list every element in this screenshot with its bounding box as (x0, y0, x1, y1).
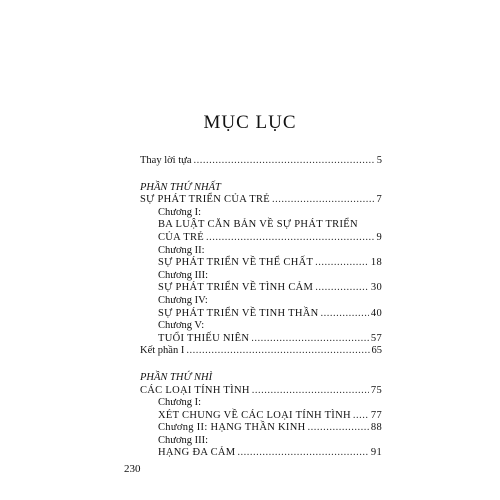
toc-page-number: 40 (370, 307, 382, 319)
toc-entry-chapter (158, 232, 382, 245)
toc-page-number: 91 (370, 447, 382, 459)
toc-page-number: 18 (370, 257, 382, 269)
chapter-label: Chương V: (158, 320, 205, 332)
chapter-title: BA LUẬT CĂN BẢN VỀ SỰ PHÁT TRIỂN (158, 219, 358, 231)
toc-page-number: 7 (376, 194, 382, 206)
dot-leader (251, 333, 369, 346)
toc-entry-chapter (158, 308, 382, 321)
dot-leader (353, 410, 369, 423)
toc-page-number: 77 (370, 409, 382, 421)
toc-page-number: 30 (370, 282, 382, 294)
toc-entry-chapter (158, 410, 382, 423)
chapter-label: Chương I: (158, 206, 202, 218)
toc-entry-chapter (158, 422, 382, 435)
chapter-label: Chương IV: (158, 294, 208, 306)
dot-leader (206, 232, 374, 245)
dot-leader (321, 308, 369, 321)
chapter-label: Chương III: (158, 269, 209, 281)
toc-entry-label: Thay lời tựa (140, 155, 192, 166)
dot-leader (186, 345, 369, 358)
part-one-heading: PHẦN THỨ NHẤT (140, 181, 221, 193)
toc-page-number: 75 (370, 384, 382, 396)
toc-page-number: 5 (376, 155, 382, 166)
dot-leader (252, 385, 369, 398)
part-two-heading: PHẦN THỨ NHÌ (140, 371, 213, 383)
page-number: 230 (124, 463, 141, 475)
toc-entry-chapter (158, 333, 382, 346)
table-of-contents (140, 155, 382, 460)
toc-entry-label: SỰ PHÁT TRIỂN VỀ TINH THẦN (158, 307, 319, 319)
dot-leader (272, 194, 374, 207)
toc-entry-label: XÉT CHUNG VỀ CÁC LOẠI TÍNH TÌNH (158, 409, 351, 421)
toc-page-number: 65 (371, 345, 382, 357)
toc-entry-label: SỰ PHÁT TRIỂN VỀ THỂ CHẤT (158, 257, 314, 269)
toc-entry-chapter (158, 447, 382, 460)
toc-entry-label: TUỔI THIẾU NIÊN (158, 332, 250, 344)
page-title: MỤC LỤC (203, 112, 297, 133)
toc-entry-label: SỰ PHÁT TRIỂN VỀ TÌNH CẢM (158, 282, 314, 294)
toc-entry-chapter (158, 282, 382, 295)
dot-leader (193, 155, 374, 168)
chapter-label: Chương III: (158, 434, 209, 446)
toc-page-number: 57 (370, 332, 382, 344)
toc-entry-label: CỦA TRẺ (158, 231, 204, 243)
dot-leader (307, 422, 368, 435)
toc-page-number: 9 (376, 231, 382, 243)
toc-entry-conclusion (140, 345, 382, 358)
dot-leader (315, 282, 369, 295)
dot-leader (237, 447, 369, 460)
toc-entry-part-one-title (140, 194, 382, 207)
toc-entry-preface (140, 155, 382, 168)
dot-leader (315, 257, 369, 270)
toc-entry-label: Kết phần I (140, 345, 185, 357)
toc-entry-chapter (158, 257, 382, 270)
toc-entry-label: Chương II: HẠNG THẦN KINH (158, 422, 306, 434)
toc-entry-label: HẠNG ĐA CẢM (158, 447, 236, 459)
toc-entry-part-two-title (140, 385, 382, 398)
chapter-label: Chương II: (158, 244, 205, 256)
toc-page-number: 88 (370, 422, 382, 434)
toc-entry-label: SỰ PHÁT TRIỂN CỦA TRẺ (140, 194, 270, 206)
chapter-label: Chương I: (158, 397, 202, 409)
toc-entry-label: CÁC LOẠI TÍNH TÌNH (140, 384, 250, 396)
